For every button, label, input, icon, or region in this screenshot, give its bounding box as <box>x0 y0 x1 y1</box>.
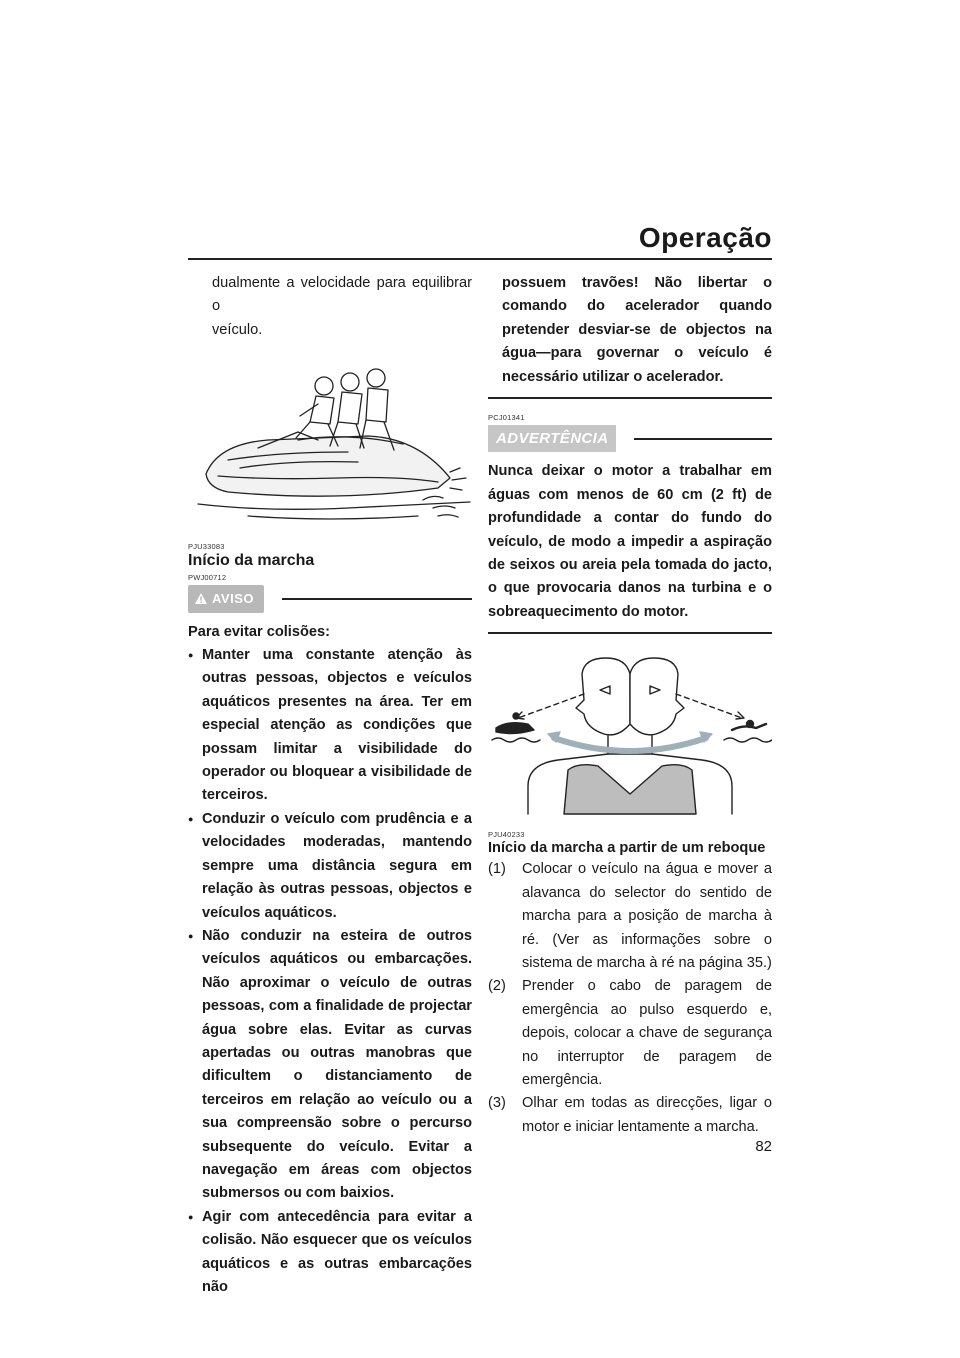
caution-end-rule <box>488 632 772 634</box>
steps-list <box>488 858 772 1139</box>
jetski-riders-illustration <box>188 352 472 532</box>
step-text: Olhar em todas as direcções, ligar o motor e iniciar lentamente a marcha. <box>522 1095 772 1135</box>
warning-header <box>188 585 472 612</box>
caution-header <box>488 425 772 452</box>
caution-label: ADVERTÊNCIA <box>488 425 616 452</box>
header-rule <box>188 258 772 260</box>
step-number: (1) <box>488 861 506 878</box>
caution-code: PCJ01341 <box>488 413 525 423</box>
list-item: ● Conduzir o veículo com prudência e a velocidades moderadas, mantendo sempre uma distância segura em relação às outras pessoas, objectos e veículos aquáticos. <box>188 808 472 925</box>
warning-triangle-icon <box>194 592 208 605</box>
step-text: Colocar o veículo na água e mover a alavanca do selector do sentido de marcha para a posição de marcha à ré. (Ver as informações sobre o sistema de marcha à ré na página 35.) <box>522 861 772 971</box>
subsection-code: PJU40233 <box>488 830 525 840</box>
list-item: ● Manter uma constante atenção às outras pessoas, objectos e veículos aquáticos presentes na área. Ter em especial atenção as condições que possam limitar a visibilidade do operador ou bloquear a visibilidade de terceiros. <box>188 644 472 808</box>
right-column <box>488 272 772 1139</box>
warning-label <box>188 585 264 612</box>
list-item <box>488 858 772 975</box>
list-item: ● Agir com antecedência para evitar a colisão. Não esquecer que os veículos aquáticos e as outras embarcações não <box>188 1206 472 1300</box>
warning-label-text: AVISO <box>212 591 254 607</box>
warning-bullets <box>188 644 472 1299</box>
step-number: (2) <box>488 978 506 995</box>
step-number: (3) <box>488 1095 506 1112</box>
caution-text: Nunca deixar o motor a trabalhar em águas com menos de 60 cm (2 ft) de profundidade a contar do fundo do veículo, de modo a impedir a aspiração de seixos ou areia pela tomada do jacto, o que provocaria danos na turbina e o sobreaquecimento do motor. <box>488 463 772 620</box>
page-number: 82 <box>755 1138 772 1155</box>
section-title: Início da marcha <box>188 552 315 570</box>
warning-intro: Para evitar colisões: <box>188 623 330 640</box>
list-item <box>488 1092 772 1139</box>
warning-end-rule <box>488 397 772 399</box>
warning-code: PWJ00712 <box>188 573 227 583</box>
step-text: Prender o cabo de paragem de emergência ao pulso esquerdo e, depois, colocar a chave de segurança no interruptor de paragem de emergência. <box>522 978 772 1088</box>
list-item: ● Não conduzir na esteira de outros veículos aquáticos ou embarcações. Não aproximar o veículo de outras pessoas, com a finalidade de projectar água sobre elas. Evitar as curvas apertadas ou outras manobras que dificultem o distanciamento de terceiros em relação ao veículo ou a sua compreensão sobre o percurso subsequente do veículo. Evitar a navegação em áreas com objectos submersos ou com baixios. <box>188 925 472 1206</box>
list-item <box>488 975 772 1092</box>
subsection-title: Início da marcha a partir de um reboque <box>488 840 766 857</box>
left-column <box>188 272 472 1299</box>
warning-continued-text: possuem travões! Não libertar o comando do acelerador quando pretender desviar-se de objectos na água—para governar o veículo é necessário utilizar o acelerador. <box>502 275 772 385</box>
continued-text-line-1: dualmente a velocidade para equilibrar o <box>212 275 472 315</box>
caution-rule <box>634 438 772 440</box>
section-code: PJU33083 <box>188 542 225 552</box>
page-title: Operação <box>638 222 772 253</box>
warning-rule <box>282 598 472 600</box>
continued-text-line-2: veículo. <box>212 321 263 338</box>
look-around-illustration <box>488 644 772 816</box>
